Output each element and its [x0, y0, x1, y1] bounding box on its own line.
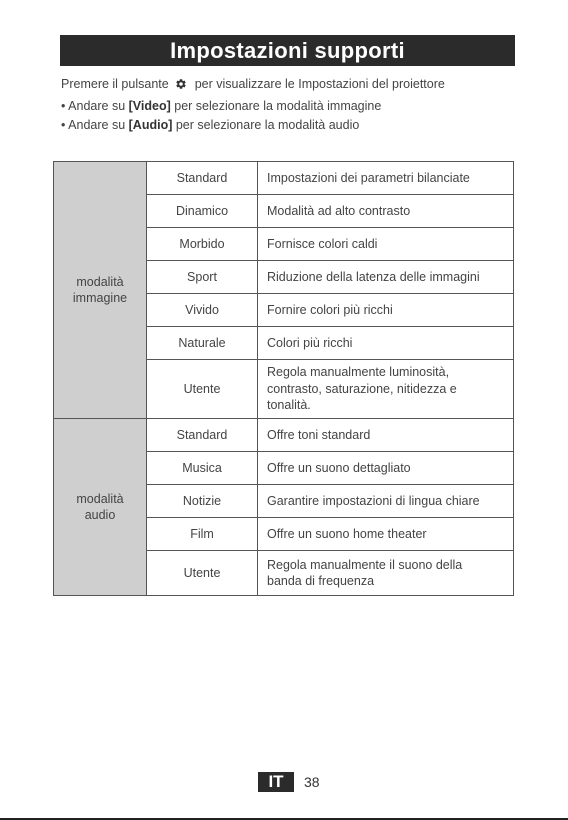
mode-name: Standard: [147, 419, 258, 452]
bullet-audio-prefix: • Andare su: [61, 118, 126, 132]
mode-name: Utente: [147, 360, 258, 419]
audio-mode-group-cell: [54, 419, 147, 596]
audio-keyword: [Audio]: [128, 118, 173, 132]
desc-line: Regola manualmente luminosità,: [267, 365, 450, 380]
mode-name: Vivido: [147, 294, 258, 327]
mode-description: Fornire colori più ricchi: [258, 294, 514, 327]
desc-line: Regola manualmente il suono della: [267, 557, 463, 572]
page-title: Impostazioni supporti: [60, 35, 515, 66]
desc-line: contrasto, saturazione, nitidezza e: [267, 381, 457, 396]
desc-line: tonalità.: [267, 398, 311, 413]
mode-description: Offre un suono dettagliato: [258, 452, 514, 485]
mode-description: Offre un suono home theater: [258, 518, 514, 551]
mode-description: Modalità ad alto contrasto: [258, 195, 514, 228]
mode-description: Impostazioni dei parametri bilanciate: [258, 162, 514, 195]
settings-table: [53, 161, 514, 596]
mode-description: Riduzione della latenza delle immagini: [258, 261, 514, 294]
page-number: 38: [304, 774, 320, 790]
mode-name: Morbido: [147, 228, 258, 261]
mode-name: Notizie: [147, 485, 258, 518]
mode-description: [258, 360, 514, 419]
intro-line: [61, 75, 445, 97]
intro-text-before: Premere il pulsante: [61, 77, 169, 91]
table-row: [54, 162, 514, 195]
bullet-audio-suffix: per selezionare la modalità audio: [175, 118, 360, 132]
intro-text: [61, 75, 445, 136]
mode-name: Dinamico: [147, 195, 258, 228]
desc-line: banda di frequenza: [267, 574, 375, 588]
mode-name: Naturale: [147, 327, 258, 360]
language-badge: IT: [258, 772, 294, 792]
mode-name: Film: [147, 518, 258, 551]
intro-text-after: per visualizzare le Impostazioni del proiettore: [194, 77, 445, 91]
mode-description: [258, 551, 514, 596]
bullet-video: [61, 97, 445, 117]
gear-icon: [175, 77, 187, 97]
mode-name: Musica: [147, 452, 258, 485]
bullet-video-prefix: • Andare su: [61, 98, 126, 113]
picture-group-label-1: modalità: [76, 275, 124, 289]
mode-description: Fornisce colori caldi: [258, 228, 514, 261]
mode-description: Garantire impostazioni di lingua chiare: [258, 485, 514, 518]
bullet-video-suffix: per selezionare la modalità immagine: [174, 98, 382, 113]
video-keyword: [Video]: [128, 98, 171, 113]
audio-group-label-2: audio: [84, 508, 116, 522]
mode-description: Offre toni standard: [258, 419, 514, 452]
mode-name: Utente: [147, 551, 258, 596]
mode-name: Sport: [147, 261, 258, 294]
table-row: [54, 419, 514, 452]
mode-description: Colori più ricchi: [258, 327, 514, 360]
bullet-audio: [61, 116, 445, 136]
picture-mode-group-cell: [54, 162, 147, 419]
audio-group-label-1: modalità: [76, 492, 124, 506]
mode-name: Standard: [147, 162, 258, 195]
picture-group-label-2: immagine: [72, 291, 128, 305]
page-footer: [258, 772, 320, 792]
